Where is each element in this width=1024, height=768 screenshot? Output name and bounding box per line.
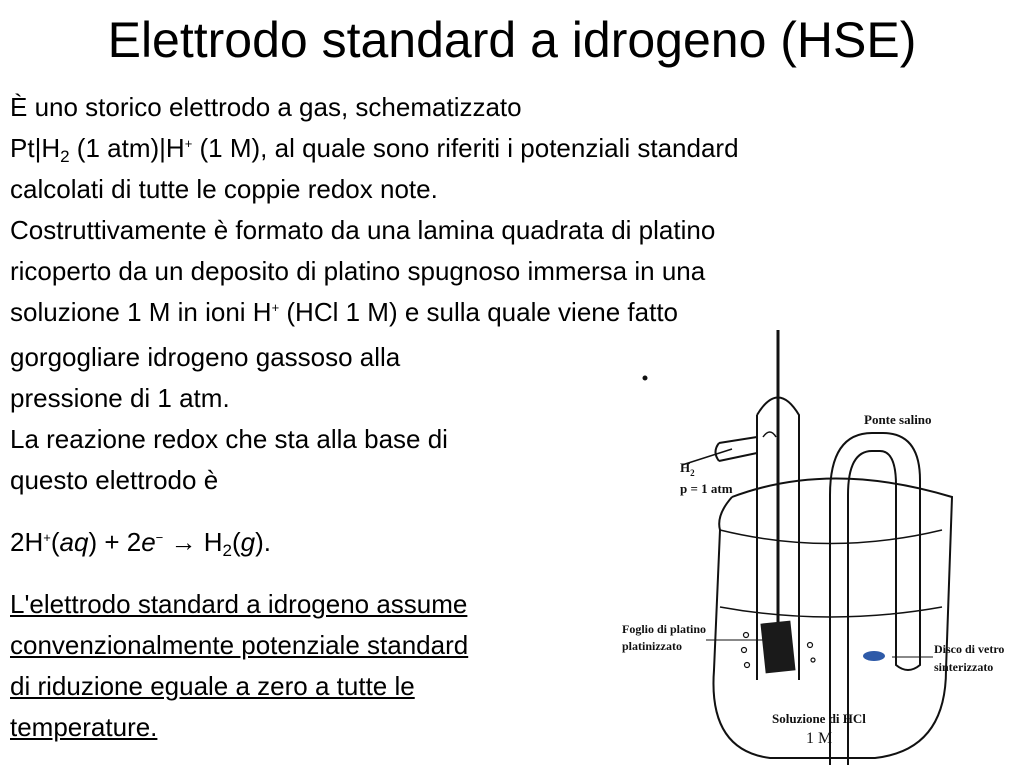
redox-equation (10, 522, 271, 563)
subscript-2: 2 (60, 147, 70, 166)
intro-line-1: È uno storico elettrodo a gas, schematizzato (10, 92, 522, 122)
eq-sup-minus: − (155, 530, 164, 545)
continuation-line-2: pressione di 1 atm. (10, 383, 230, 413)
statement-line-2: convenzionalmente potenziale standard (10, 630, 469, 660)
continuation-line-4: questo elettrodo è (10, 465, 219, 495)
intro-line-6-b: (HCl 1 M) e sulla quale viene fatto (279, 297, 679, 327)
eq-paren-2: ( (231, 527, 241, 557)
solution-label-2: 1 M (806, 730, 833, 747)
pressure-label: p = 1 atm (680, 481, 733, 496)
eq-sup-plus: + (43, 530, 51, 545)
sintered-disc-label-1: Disco di vetro (934, 642, 1005, 656)
superscript-plus: + (271, 300, 280, 315)
statement-line-1: L'elettrodo standard a idrogeno assume (10, 589, 468, 619)
sintered-glass-disc (863, 651, 885, 661)
solution-label-1: Soluzione di HCl (772, 711, 866, 726)
eq-aq: aq (59, 527, 89, 557)
eq-paren: ( (50, 527, 60, 557)
speck-mark (644, 377, 647, 380)
superscript-plus: + (184, 136, 193, 151)
statement-line-4: temperature. (10, 712, 158, 742)
hydrogen-electrode-diagram (620, 325, 1024, 768)
cell-notation-pt: Pt|H (10, 133, 61, 163)
eq-2h: 2H (10, 527, 44, 557)
intro-line-5: ricoperto da un deposito di platino spugnoso immersa in una (10, 256, 706, 286)
salt-bridge-label: Ponte salino (864, 412, 932, 427)
intro-line-3: calcolati di tutte le coppie redox note. (10, 174, 438, 204)
intro-line-6-a: soluzione 1 M in ioni H (10, 297, 272, 327)
slide-title: Elettrodo standard a idrogeno (HSE) (107, 12, 917, 68)
intro-line-2 (10, 128, 739, 169)
platinum-foil-label-1: Foglio di platino (622, 622, 707, 636)
cell-notation-end: (1 M), al quale sono riferiti i potenziali standard (192, 133, 739, 163)
intro-line-4: Costruttivamente è formato da una lamina quadrata di platino (10, 215, 716, 245)
platinum-foil (760, 621, 795, 674)
eq-electron: e (141, 527, 156, 557)
continuation-line-1: gorgogliare idrogeno gassoso alla (10, 342, 401, 372)
cell-notation-mid: (1 atm)|H (69, 133, 185, 163)
intro-paragraph (10, 87, 739, 333)
continuation-line-3: La reazione redox che sta alla base di (10, 424, 448, 454)
eq-plus-2: ) + 2 (88, 527, 142, 557)
eq-sub-2: 2 (222, 541, 232, 560)
statement-paragraph (10, 584, 468, 748)
statement-line-3: di riduzione eguale a zero a tutte le (10, 671, 415, 701)
eq-arrow-h: → H (163, 527, 223, 557)
continuation-paragraph (10, 337, 448, 501)
eq-g: g (240, 527, 256, 557)
h2-label: $H_2$ (680, 460, 695, 478)
h2-inlet-tube (716, 437, 758, 461)
sintered-disc-label-2: sinterizzato (934, 660, 994, 674)
eq-close: ). (255, 527, 271, 557)
platinum-foil-label-2: platinizzato (622, 639, 682, 653)
